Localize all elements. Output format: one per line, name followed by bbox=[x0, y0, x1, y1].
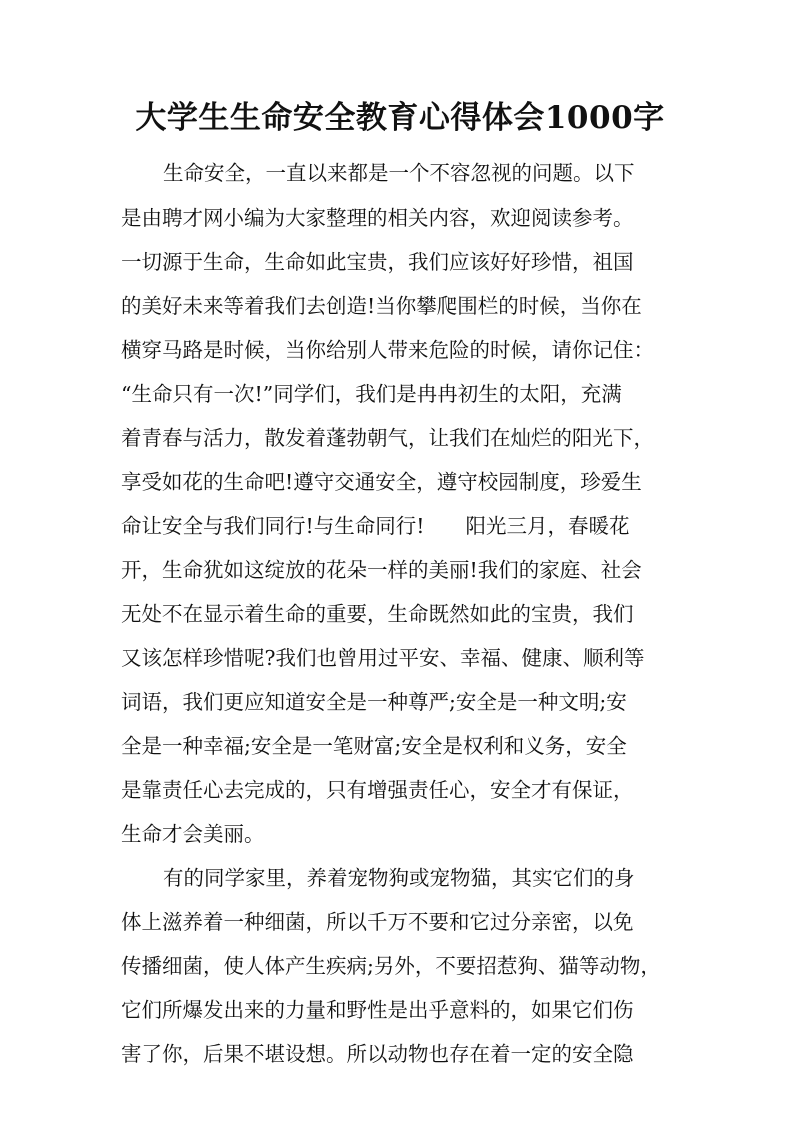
paragraph-1-line-16: 生命才会美丽。 bbox=[121, 822, 265, 846]
paragraph-1-line-1: 生命安全，一直以来都是一个不容忽视的问题。以下 bbox=[163, 161, 635, 185]
paragraph-1-line-3: 一切源于生命，生命如此宝贵，我们应该好好珍惜，祖国 bbox=[121, 250, 634, 274]
paragraph-1-line-6: “生命只有一次!”同学们，我们是冉冉初生的太阳，充满 bbox=[121, 382, 622, 406]
paragraph-1-line-13: 词语，我们更应知道安全是一种尊严;安全是一种文明;安 bbox=[121, 690, 627, 714]
paragraph-2-line-5: 害了你，后果不堪设想。所以动物也存在着一定的安全隐 bbox=[121, 1042, 634, 1066]
paragraph-1-line-4: 的美好未来等着我们去创造!当你攀爬围栏的时候，当你在 bbox=[121, 294, 642, 318]
paragraph-2-line-4: 它们所爆发出来的力量和野性是出乎意料的，如果它们伤 bbox=[121, 998, 634, 1022]
document-title: 大学生生命安全教育心得体会1000字 bbox=[135, 100, 665, 136]
paragraph-1-line-10: 开，生命犹如这绽放的花朵一样的美丽!我们的家庭、社会 bbox=[121, 558, 642, 582]
paragraph-1-line-14: 全是一种幸福;安全是一笔财富;安全是权利和义务，安全 bbox=[121, 734, 627, 758]
paragraph-2-line-2: 体上滋养着一种细菌，所以千万不要和它过分亲密，以免 bbox=[121, 910, 634, 934]
paragraph-1-line-5: 横穿马路是时候，当你给别人带来危险的时候，请你记住： bbox=[121, 338, 654, 362]
paragraph-1-line-9: 命让安全与我们同行!与生命同行! 阳光三月，春暖花 bbox=[121, 514, 630, 538]
paragraph-1-line-15: 是靠责任心去完成的，只有增强责任心，安全才有保证， bbox=[121, 778, 634, 802]
paragraph-1-line-2: 是由聘才网小编为大家整理的相关内容，欢迎阅读参考。 bbox=[121, 206, 634, 230]
paragraph-1-line-8: 享受如花的生命吧!遵守交通安全，遵守校园制度，珍爱生 bbox=[121, 470, 642, 494]
paragraph-1-line-12: 又该怎样珍惜呢?我们也曾用过平安、幸福、健康、顺利等 bbox=[121, 646, 645, 670]
paragraph-1-line-11: 无处不在显示着生命的重要，生命既然如此的宝贵，我们 bbox=[121, 602, 634, 626]
paragraph-1-line-7: 着青春与活力，散发着蓬勃朝气，让我们在灿烂的阳光下， bbox=[121, 426, 654, 450]
paragraph-2-line-1: 有的同学家里，养着宠物狗或宠物猫，其实它们的身 bbox=[163, 866, 635, 890]
paragraph-2-line-3: 传播细菌，使人体产生疾病;另外，不要招惹狗、猫等动物， bbox=[121, 954, 661, 978]
